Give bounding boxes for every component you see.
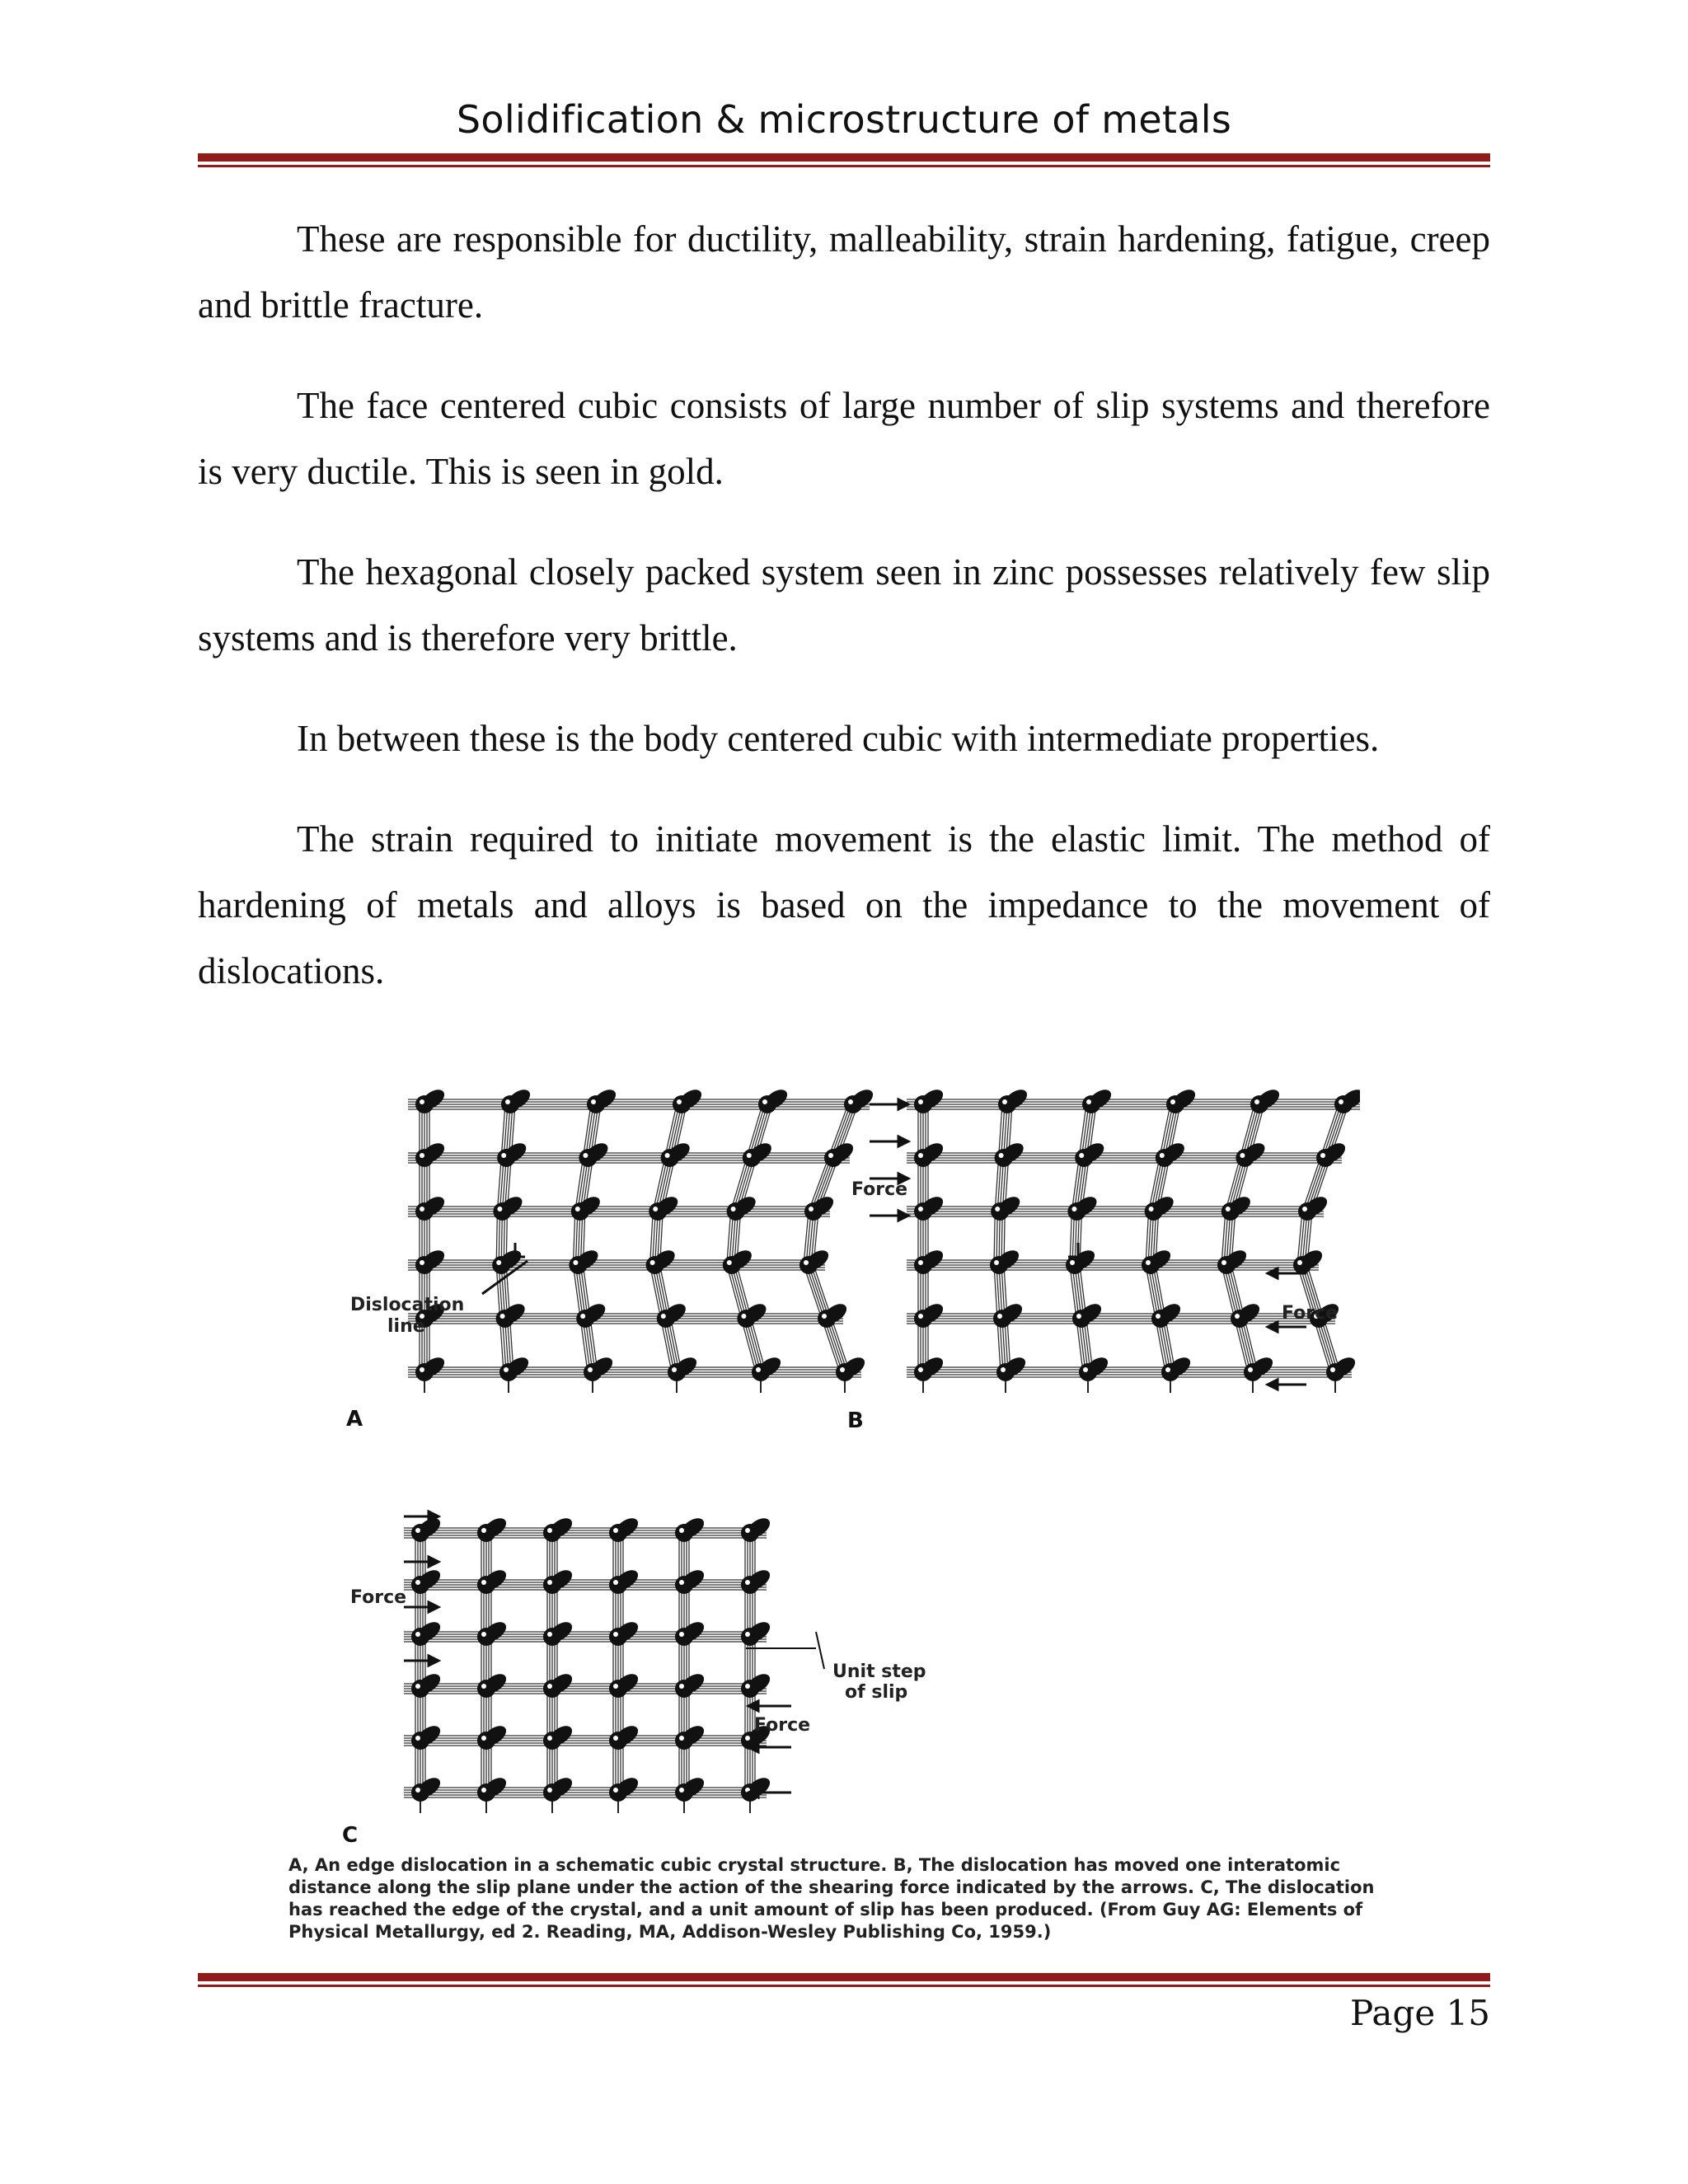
- dislocation-line-label-2: line: [387, 1316, 425, 1337]
- crystal-lattice-diagram: [330, 1055, 1360, 1846]
- paragraph-4: In between these is the body centered cubic with intermediate properties.: [297, 718, 1380, 759]
- lattice-panel-a: [408, 1085, 876, 1393]
- force-label-a: Force: [851, 1179, 908, 1200]
- unit-step-label-1: Unit step: [832, 1661, 926, 1682]
- paragraph-5: The strain required to initiate movement is the elastic limit. The method of hardening of metals and alloys is based on the impedance to the movement of dislocations.: [198, 818, 1490, 991]
- paragraph-1: These are responsible for ductility, malleability, strain hardening, fatigue, creep and brittle fracture.: [198, 218, 1490, 326]
- panel-label-a: A: [346, 1407, 363, 1432]
- force-label-b: Force: [1282, 1303, 1339, 1324]
- paragraph-2: The face centered cubic consists of large number of slip systems and therefore is very ductile. This is seen in gold.: [198, 385, 1490, 492]
- paragraph-3: The hexagonal closely packed system seen in zinc possesses relatively few slip systems and is therefore very brittle.: [198, 551, 1490, 658]
- panel-label-b: B: [847, 1408, 864, 1433]
- dislocation-figure: [330, 1055, 1360, 1846]
- page-number: Page 15: [1350, 1993, 1490, 2033]
- footer-rule: [198, 1973, 1490, 1987]
- panel-label-c: C: [342, 1823, 359, 1846]
- unit-step-label-2: of slip: [845, 1682, 908, 1703]
- lattice-panel-c: [404, 1514, 773, 1813]
- lattice-panel-b: [907, 1085, 1360, 1393]
- figure-caption: A, An edge dislocation in a schematic cubic crystal structure. B, The dislocation has moved one interatomic distance along the slip plane under the action of the shearing force indicated by the arrows. C, The dislocation has reached the edge of the crystal, and a unit amount of slip has been produced. (From Guy AG: Elements of Physical Metallurgy, ed 2. Reading, MA, Addison-Wesley Publishing Co, 1959.): [288, 1855, 1375, 1942]
- header-rule: [198, 153, 1490, 167]
- force-label-c-right: Force: [754, 1715, 811, 1736]
- force-label-c-left: Force: [350, 1587, 407, 1608]
- dislocation-line-label-1: Dislocation: [350, 1295, 465, 1315]
- page-header-title: Solidification & microstructure of metals: [456, 97, 1232, 142]
